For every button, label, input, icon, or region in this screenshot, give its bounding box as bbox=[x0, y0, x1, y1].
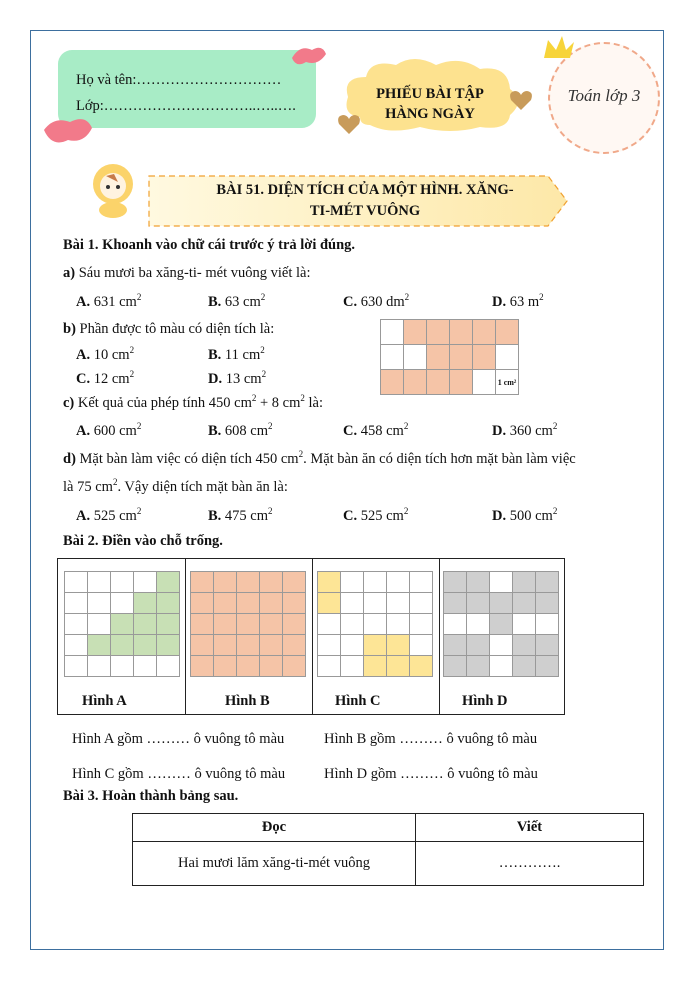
option-a-B[interactable]: B. 63 $cm^2$ bbox=[208, 292, 266, 310]
bai2-heading: Bài 2. Điền vào chỗ trống. bbox=[63, 533, 223, 549]
bai1-heading: Bài 1. Khoanh vào chữ cái trước ý trả lời đúng. bbox=[63, 237, 356, 253]
option-b-A[interactable]: A. 10 $cm^2$ bbox=[76, 345, 135, 363]
col-header-write: Viết bbox=[416, 814, 644, 842]
cell-read: Hai mươi lăm xăng-ti-mét vuông bbox=[133, 842, 416, 886]
label-hinh-b: Hình B bbox=[225, 693, 270, 709]
option-d-D[interactable]: D. 500 $cm^2$ bbox=[492, 506, 558, 524]
fill-hinh-c[interactable]: Hình C gồm ……… ô vuông tô màu bbox=[72, 766, 286, 782]
label-hinh-a: Hình A bbox=[82, 693, 127, 709]
grid-hinh-d bbox=[443, 571, 559, 677]
option-b-C[interactable]: C. 12 $cm^2$ bbox=[76, 369, 135, 387]
question-d-line1: d) Mặt bàn làm việc có diện tích 450 $cm^2$. Mặt bàn ăn có diện tích hơn mặt bàn làm việc bbox=[63, 449, 576, 467]
label-hinh-d: Hình D bbox=[462, 693, 508, 709]
pink-brush-decoration bbox=[40, 110, 96, 152]
option-d-C[interactable]: C. 525 $cm^2$ bbox=[343, 506, 409, 524]
grid-hinh-b bbox=[190, 571, 306, 677]
col-header-read: Đọc bbox=[133, 814, 416, 842]
unit-cell-label: 1 cm² bbox=[496, 370, 519, 395]
grid-hinh-a bbox=[64, 571, 180, 677]
area-grid bbox=[380, 319, 519, 395]
lesson-title: BÀI 51. DIỆN TÍCH CỦA MỘT HÌNH. XĂNG- TI-MÉT VUÔNG bbox=[216, 182, 514, 219]
worksheet-title: PHIẾU BÀI TẬP HÀNG NGÀY bbox=[376, 86, 484, 122]
bai3-heading: Bài 3. Hoàn thành bảng sau. bbox=[63, 788, 239, 804]
option-c-A[interactable]: A. 600 $cm^2$ bbox=[76, 421, 142, 439]
label-hinh-c: Hình C bbox=[335, 693, 381, 709]
question-b: b) Phần được tô màu có diện tích là: bbox=[63, 321, 275, 337]
heart-icon bbox=[508, 88, 534, 112]
question-a: a) Sáu mươi ba xăng-ti- mét vuông viết là: bbox=[63, 265, 311, 281]
fill-hinh-b[interactable]: Hình B gồm ……… ô vuông tô màu bbox=[324, 731, 538, 747]
option-c-B[interactable]: B. 608 $cm^2$ bbox=[208, 421, 273, 439]
cat-mascot-icon bbox=[86, 160, 140, 220]
question-d-line2: là 75 $cm^2$. Vậy diện tích mặt bàn ăn là: bbox=[63, 477, 288, 495]
option-c-C[interactable]: C. 458 $cm^2$ bbox=[343, 421, 409, 439]
option-b-B[interactable]: B. 11 $cm^2$ bbox=[208, 345, 265, 363]
grid-hinh-c bbox=[317, 571, 433, 677]
fill-hinh-a[interactable]: Hình A gồm ……… ô vuông tô màu bbox=[72, 731, 285, 747]
option-a-C[interactable]: C. 630 $dm^2$ bbox=[343, 292, 410, 310]
option-b-D[interactable]: D. 13 $cm^2$ bbox=[208, 369, 267, 387]
pink-brush-decoration bbox=[288, 40, 328, 70]
option-c-D[interactable]: D. 360 $cm^2$ bbox=[492, 421, 558, 439]
subject-label: Toán lớp 3 bbox=[567, 86, 641, 105]
name-box bbox=[58, 50, 316, 128]
option-d-A[interactable]: A. 525 $cm^2$ bbox=[76, 506, 142, 524]
bai3-table bbox=[132, 813, 644, 886]
class-field[interactable]: Lớp:…………………………..…..…. bbox=[76, 98, 296, 114]
fill-hinh-d[interactable]: Hình D gồm ……… ô vuông tô màu bbox=[324, 766, 538, 782]
option-a-A[interactable]: A. 631 $cm^2$ bbox=[76, 292, 142, 310]
option-a-D[interactable]: D. 63 $m^2$ bbox=[492, 292, 544, 310]
option-d-B[interactable]: B. 475 $cm^2$ bbox=[208, 506, 273, 524]
crown-icon bbox=[540, 34, 576, 62]
question-c: c) Kết quả của phép tính 450 $cm^2 + 8$ $cm^2$ là: bbox=[63, 393, 323, 411]
name-field[interactable]: Họ và tên:………………………… bbox=[76, 72, 282, 88]
cell-write-blank[interactable]: …………. bbox=[416, 842, 644, 886]
